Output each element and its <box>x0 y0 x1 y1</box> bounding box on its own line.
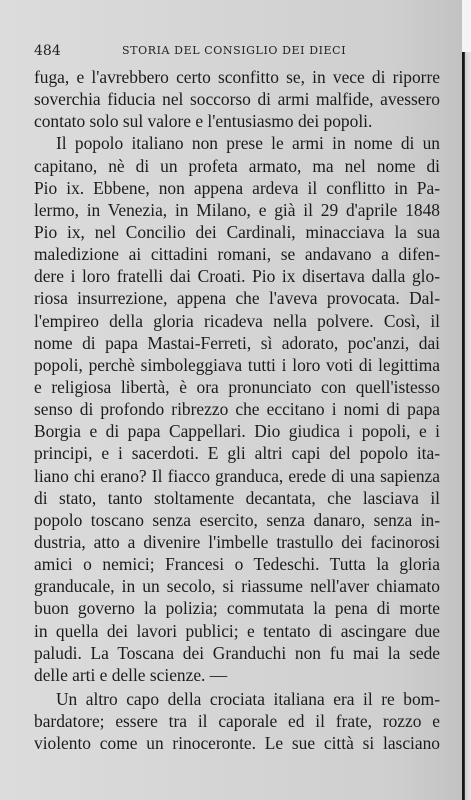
text-line: lermo, in Venezia, in Milano, e già il 29 d'aprile 1848 <box>34 199 440 220</box>
text-line: l'empireo della gloria ricadeva nella polvere. Così, il <box>34 310 440 331</box>
text-line: e religiosa libertà, è ora pronunciato con quell'istesso <box>34 376 440 397</box>
text-line: bardatore; essere tra il caporale ed il frate, rozzo e <box>34 711 440 732</box>
text-line: Pio ix, nel Concilio dei Cardinali, minacciava la sua <box>34 221 440 242</box>
text-line: fuga, e l'avrebbero certo sconfitto se, in vece di riporre <box>34 67 440 87</box>
running-title: STORIA DEL CONSIGLIO DEI DIECI <box>122 44 347 57</box>
paragraph-start-line: Un altro capo della crociata italiana era il re bom- <box>56 688 440 709</box>
text-line: paludi. La Toscana dei Granduchi non fu mai la sede <box>34 642 440 663</box>
text-line: dere i loro fratelli dai Croati. Pio ix disertava dalla glo- <box>34 266 440 287</box>
text-line: popoli, perchè simboleggiava tutti i loro voti di legittima <box>34 354 440 375</box>
text-line: in quella dei lavori publici; e tentato di ascingare due <box>34 620 440 641</box>
paragraph-start-line: Il popolo italiano non prese le armi in nome di un <box>56 133 440 154</box>
text-line: popolo toscano senza esercito, senza danaro, senza in- <box>34 509 440 530</box>
text-line: delle arti e delle scienze. — <box>34 664 228 685</box>
text-line: nome di papa Mastai-Ferreti, sì adorato, poc'anzi, dai <box>34 332 440 353</box>
text-line: Borgia e di papa Cappellari. Dio giudica i popoli, e i <box>34 421 440 442</box>
page-header <box>34 43 439 63</box>
page-edge <box>462 0 471 800</box>
page-number: 484 <box>34 43 61 59</box>
text-line: soverchia fiducia nel soccorso di armi malfide, avessero <box>34 89 440 110</box>
body-text <box>34 66 440 754</box>
text-line: dustria, atto a divenire l'imbelle trastullo dei facinorosi <box>34 531 440 552</box>
text-line: violento come un rinoceronte. Le sue città si lasciano <box>34 733 440 754</box>
text-line: contato solo sul valore e l'entusiasmo dei popoli. <box>34 111 373 132</box>
text-line: maledizione ai cittadini romani, se andavano a difen- <box>34 244 440 265</box>
text-line: liano chi erano? Il fiacco granduca, erede di una sapienza <box>34 465 440 486</box>
text-line: principi, e i sacerdoti. E gli altri capi del popolo ita- <box>34 443 440 464</box>
text-line: riosa insurrezione, appena che l'aveva provocata. Dal- <box>34 288 440 309</box>
text-line: granducale, in un secolo, si riassume nell'aver chiamato <box>34 576 440 597</box>
page-edge-notch <box>462 0 471 52</box>
text-line: Pio ix. Ebbene, non appena ardeva il conflitto in Pa- <box>34 177 440 198</box>
text-line: capitano, nè di un profeta armato, ma nel nome di <box>34 155 440 176</box>
text-line: di stato, tanto stoltamente decantata, che lasciava il <box>34 487 440 508</box>
text-line: senso di profondo ribrezzo che eccitano i nomi di papa <box>34 399 440 420</box>
text-line: amici o nemici; Francesi o Tedeschi. Tutta la gloria <box>34 554 440 575</box>
text-line: buon governo la polizia; commutata la pena di morte <box>34 598 440 619</box>
